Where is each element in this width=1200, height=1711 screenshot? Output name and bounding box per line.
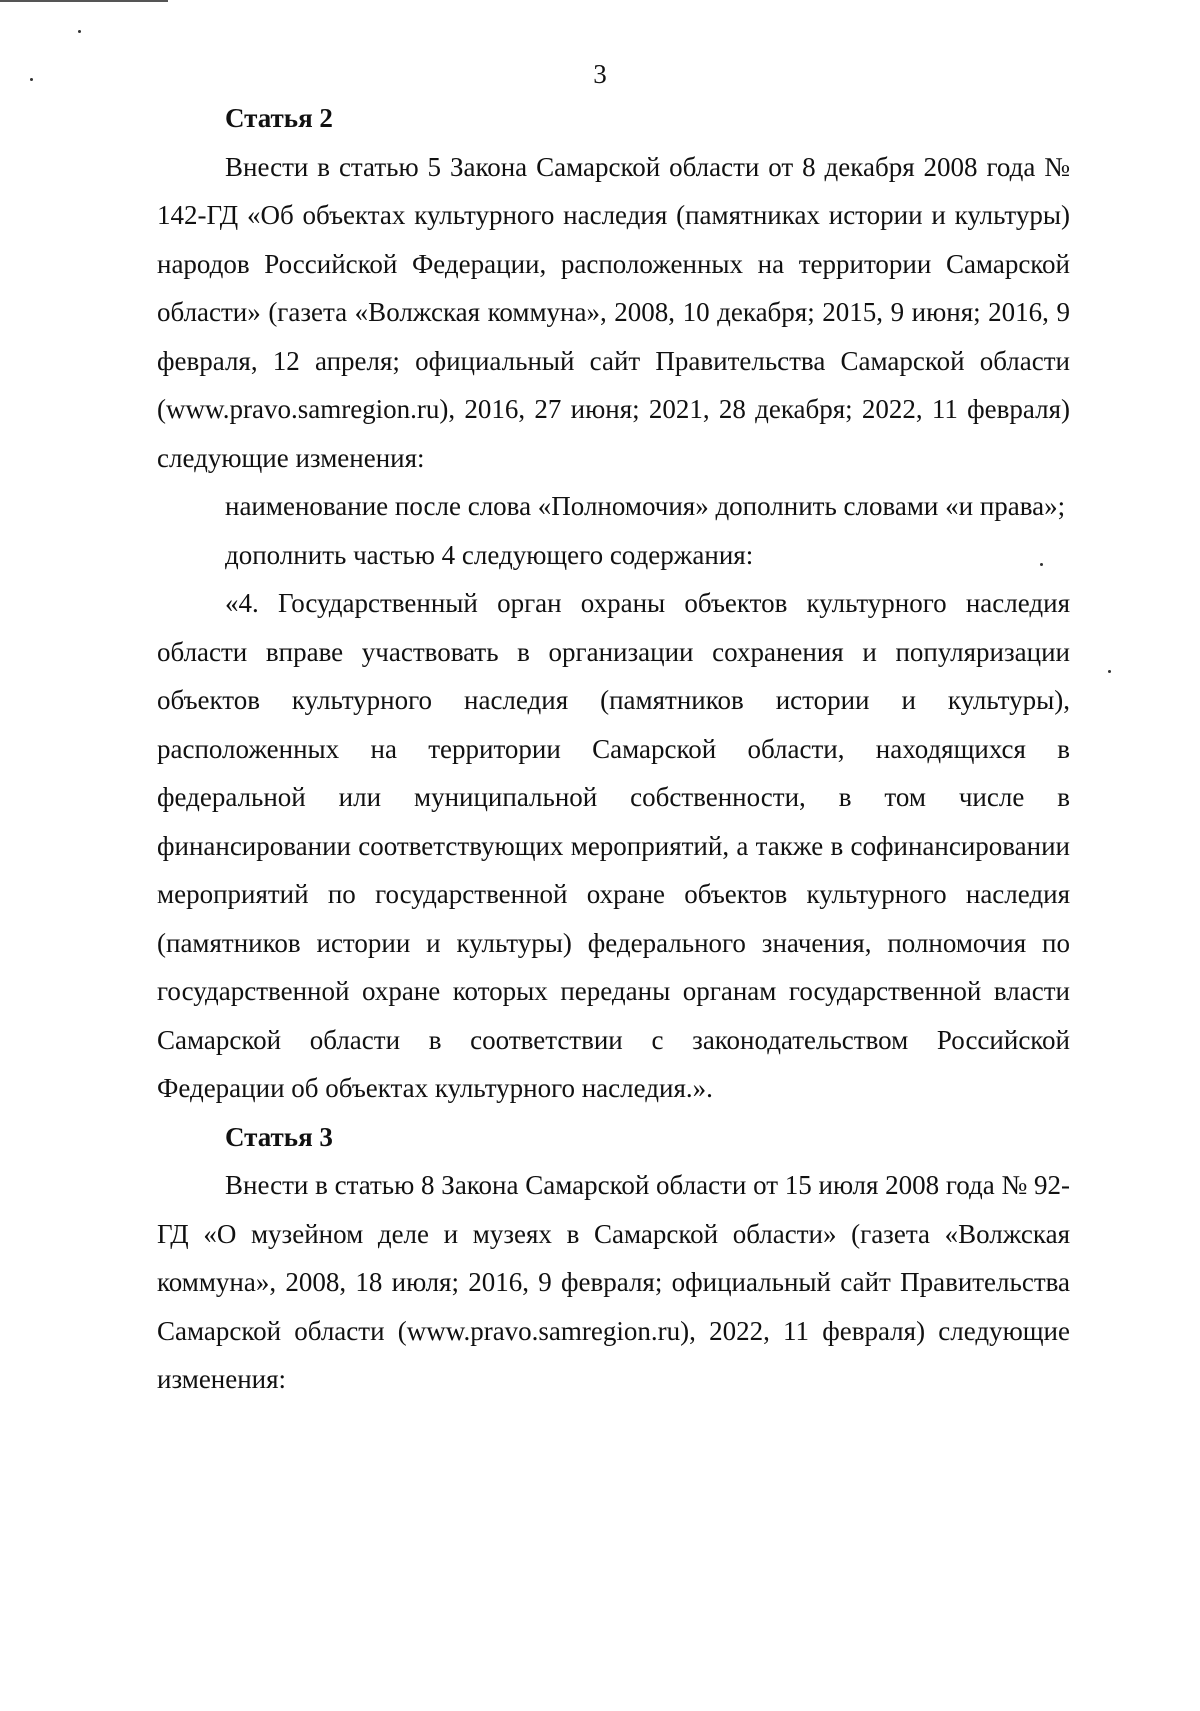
article-3 — [157, 1113, 1070, 1404]
article-3-heading: Статья 3 — [225, 1121, 333, 1152]
scan-edge-line — [0, 0, 168, 2]
document-body — [157, 94, 1070, 1404]
article-2-heading: Статья 2 — [225, 103, 333, 133]
article-3-intro-paragraph: Внести в статью 8 Закона Самарской области от 15 июля 2008 года № 92-ГД «О музейном деле и музеях в Самарской области» (газета «Волжская коммуна», 2008, 18 июля; 2016, 9 февраля; официальный сайт Правительства Самарской области (www.pravo.samregion.ru), 2022, 11 февраля) следующие изменения: — [157, 1170, 1070, 1394]
article-2-intro-paragraph: Внести в статью 5 Закона Самарской области от 8 декабря 2008 года № 142-ГД «Об объектах культурного наследия (памятниках истории и культуры) народов Российской Федерации, расположенных на территории Самарской области» (газета «Волжская коммуна», 2008, 10 декабря; 2015, 9 июня; 2016, 9 февраля, 12 апреля; официальный сайт Правительства Самарской области (www.pravo.samregion.ru), 2016, 27 июня; 2021, 28 декабря; 2022, 11 февраля) следующие изменения: — [157, 151, 1070, 473]
article-2-quoted-part-4: «4. Государственный орган охраны объектов культурного наследия области вправе участвовать в организации сохранения и популяризации объектов культурного наследия (памятников истории и культуры), расположенных на территории Самарской области, находящихся в федеральной или муниципальной собственности, в том числе в финансировании соответствующих мероприятий, а также в софинансировании мероприятий по государственной охране объектов культурного наследия (памятников истории и культуры) федерального значения, полномочия по государственной охране которых переданы органам государственной власти Самарской области в соответствии с законодательством Российской Федерации об объектах культурного наследия.». — [157, 588, 1070, 1103]
article-2-amendment-2: дополнить частью 4 следующего содержания: — [225, 539, 754, 570]
scan-speck — [78, 30, 81, 33]
article-2 — [157, 94, 1070, 1113]
scan-speck — [1108, 670, 1111, 673]
page-number: 3 — [593, 59, 607, 89]
article-2-amendment-1: наименование после слова «Полномочия» дополнить словами «и права»; — [225, 491, 1066, 521]
